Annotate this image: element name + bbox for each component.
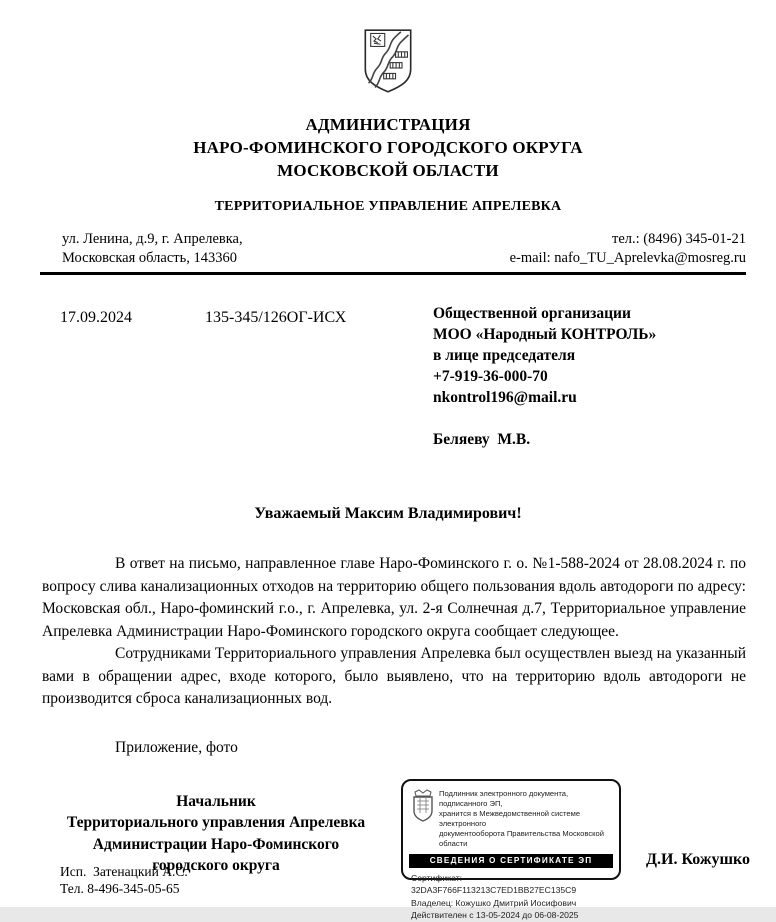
address-line1: ул. Ленина, д.9, г. Апрелевка, <box>62 231 243 247</box>
attachment-note: Приложение, фото <box>115 738 238 756</box>
postal-address <box>62 230 243 268</box>
recipient-email: nkontrol196@mail.ru <box>433 389 577 406</box>
org-name-line2: НАРО-ФОМИНСКОГО ГОРОДСКОГО ОКРУГА <box>193 138 583 157</box>
stamp-band-title: СВЕДЕНИЯ О СЕРТИФИКАТЕ ЭП <box>409 854 613 868</box>
position-line1: Начальник <box>176 792 256 810</box>
stamp-header-line2: хранится в Межведомственной системе электронного <box>439 808 581 828</box>
body-paragraph-2: Сотрудниками Территориального управления Апрелевка был осуществлен выезд на указанный вами в обращении адрес, входе которого, было выявлено, что на территорию вдоль автодороги не производится сброса канализационных вод. <box>42 645 746 707</box>
letterhead-divider <box>40 272 746 275</box>
email-line: e-mail: nafo_TU_Aprelevka@mosreg.ru <box>509 250 746 266</box>
stamp-header <box>409 787 613 849</box>
recipient-line1: Общественной организации <box>433 305 631 322</box>
body-paragraph-1: В ответ на письмо, направленное главе Наро-Фоминского г. о. №1-588-2024 от 28.08.2024 г. по вопросу слива канализационных отходов на территорию общего пользования вдоль автодороги по адресу: Московская обл., Наро-фоминский г.о., г. Апрелевка, ул. 2-я Солнечная д.7, Территориальное управление Апрелевка Администрации Наро-Фоминского городского округа сообщает следующее. <box>42 555 746 640</box>
position-line2: Территориального управления Апрелевка <box>66 814 366 831</box>
stamp-header-line1: Подлинник электронного документа, подписанного ЭП, <box>439 788 569 808</box>
letter-number: 135-345/126ОГ-ИСХ <box>205 309 347 326</box>
position-line3: Администрации Наро-Фоминского <box>92 835 340 853</box>
phone-line: тел.: (8496) 345-01-21 <box>612 231 746 247</box>
position-line4: городского округа <box>152 857 280 874</box>
stamp-header-text <box>439 787 613 849</box>
stamp-certificate-info <box>409 872 613 922</box>
salutation: Уважаемый Максим Владимирович! <box>254 505 522 522</box>
stamp-header-line3: документооборота Правительства Московской области <box>439 828 604 848</box>
coat-of-arms-icon <box>361 28 415 94</box>
executor-phone: Тел. 8-496-345-05-65 <box>60 881 180 896</box>
letterhead-arms <box>0 0 776 99</box>
letter-date: 17.09.2024 <box>60 309 132 326</box>
org-name-line1: АДМИНИСТРАЦИЯ <box>305 115 471 134</box>
letter-body <box>42 553 746 711</box>
recipient-block <box>433 303 656 450</box>
stamp-certificate: Сертификат: 32DA3F766F113213C7ED1BB27EC135C9 <box>411 872 577 895</box>
letterhead-contacts <box>62 230 746 268</box>
signer-name: Д.И. Кожушко <box>646 850 750 868</box>
recipient-phone: +7-919-36-000-70 <box>433 368 548 385</box>
moscow-region-emblem-icon <box>411 789 435 823</box>
executor-name: Исп. Затенацкий А.С. <box>60 864 188 879</box>
executor-block <box>60 863 188 897</box>
recipient-name: Беляеву М.В. <box>433 431 531 448</box>
letterhead-org-block <box>0 113 776 182</box>
stamp-validity: Действителен с 13-05-2024 до 06-08-2025 <box>411 910 579 920</box>
recipient-line3: в лице председателя <box>433 347 576 364</box>
stamp-owner: Владелец: Кожушко Дмитрий Иосифович <box>411 897 577 908</box>
org-name-line3: МОСКОВСКОЙ ОБЛАСТИ <box>277 161 499 180</box>
recipient-line2: МОО «Народный КОНТРОЛЬ» <box>433 326 657 343</box>
contact-details <box>510 230 746 268</box>
reference-row <box>0 303 776 448</box>
department-title: ТЕРРИТОРИАЛЬНОЕ УПРАВЛЕНИЕ АПРЕЛЕВКА <box>214 199 562 214</box>
address-line2: Московская область, 143360 <box>62 250 237 266</box>
digital-signature-stamp <box>401 779 621 920</box>
